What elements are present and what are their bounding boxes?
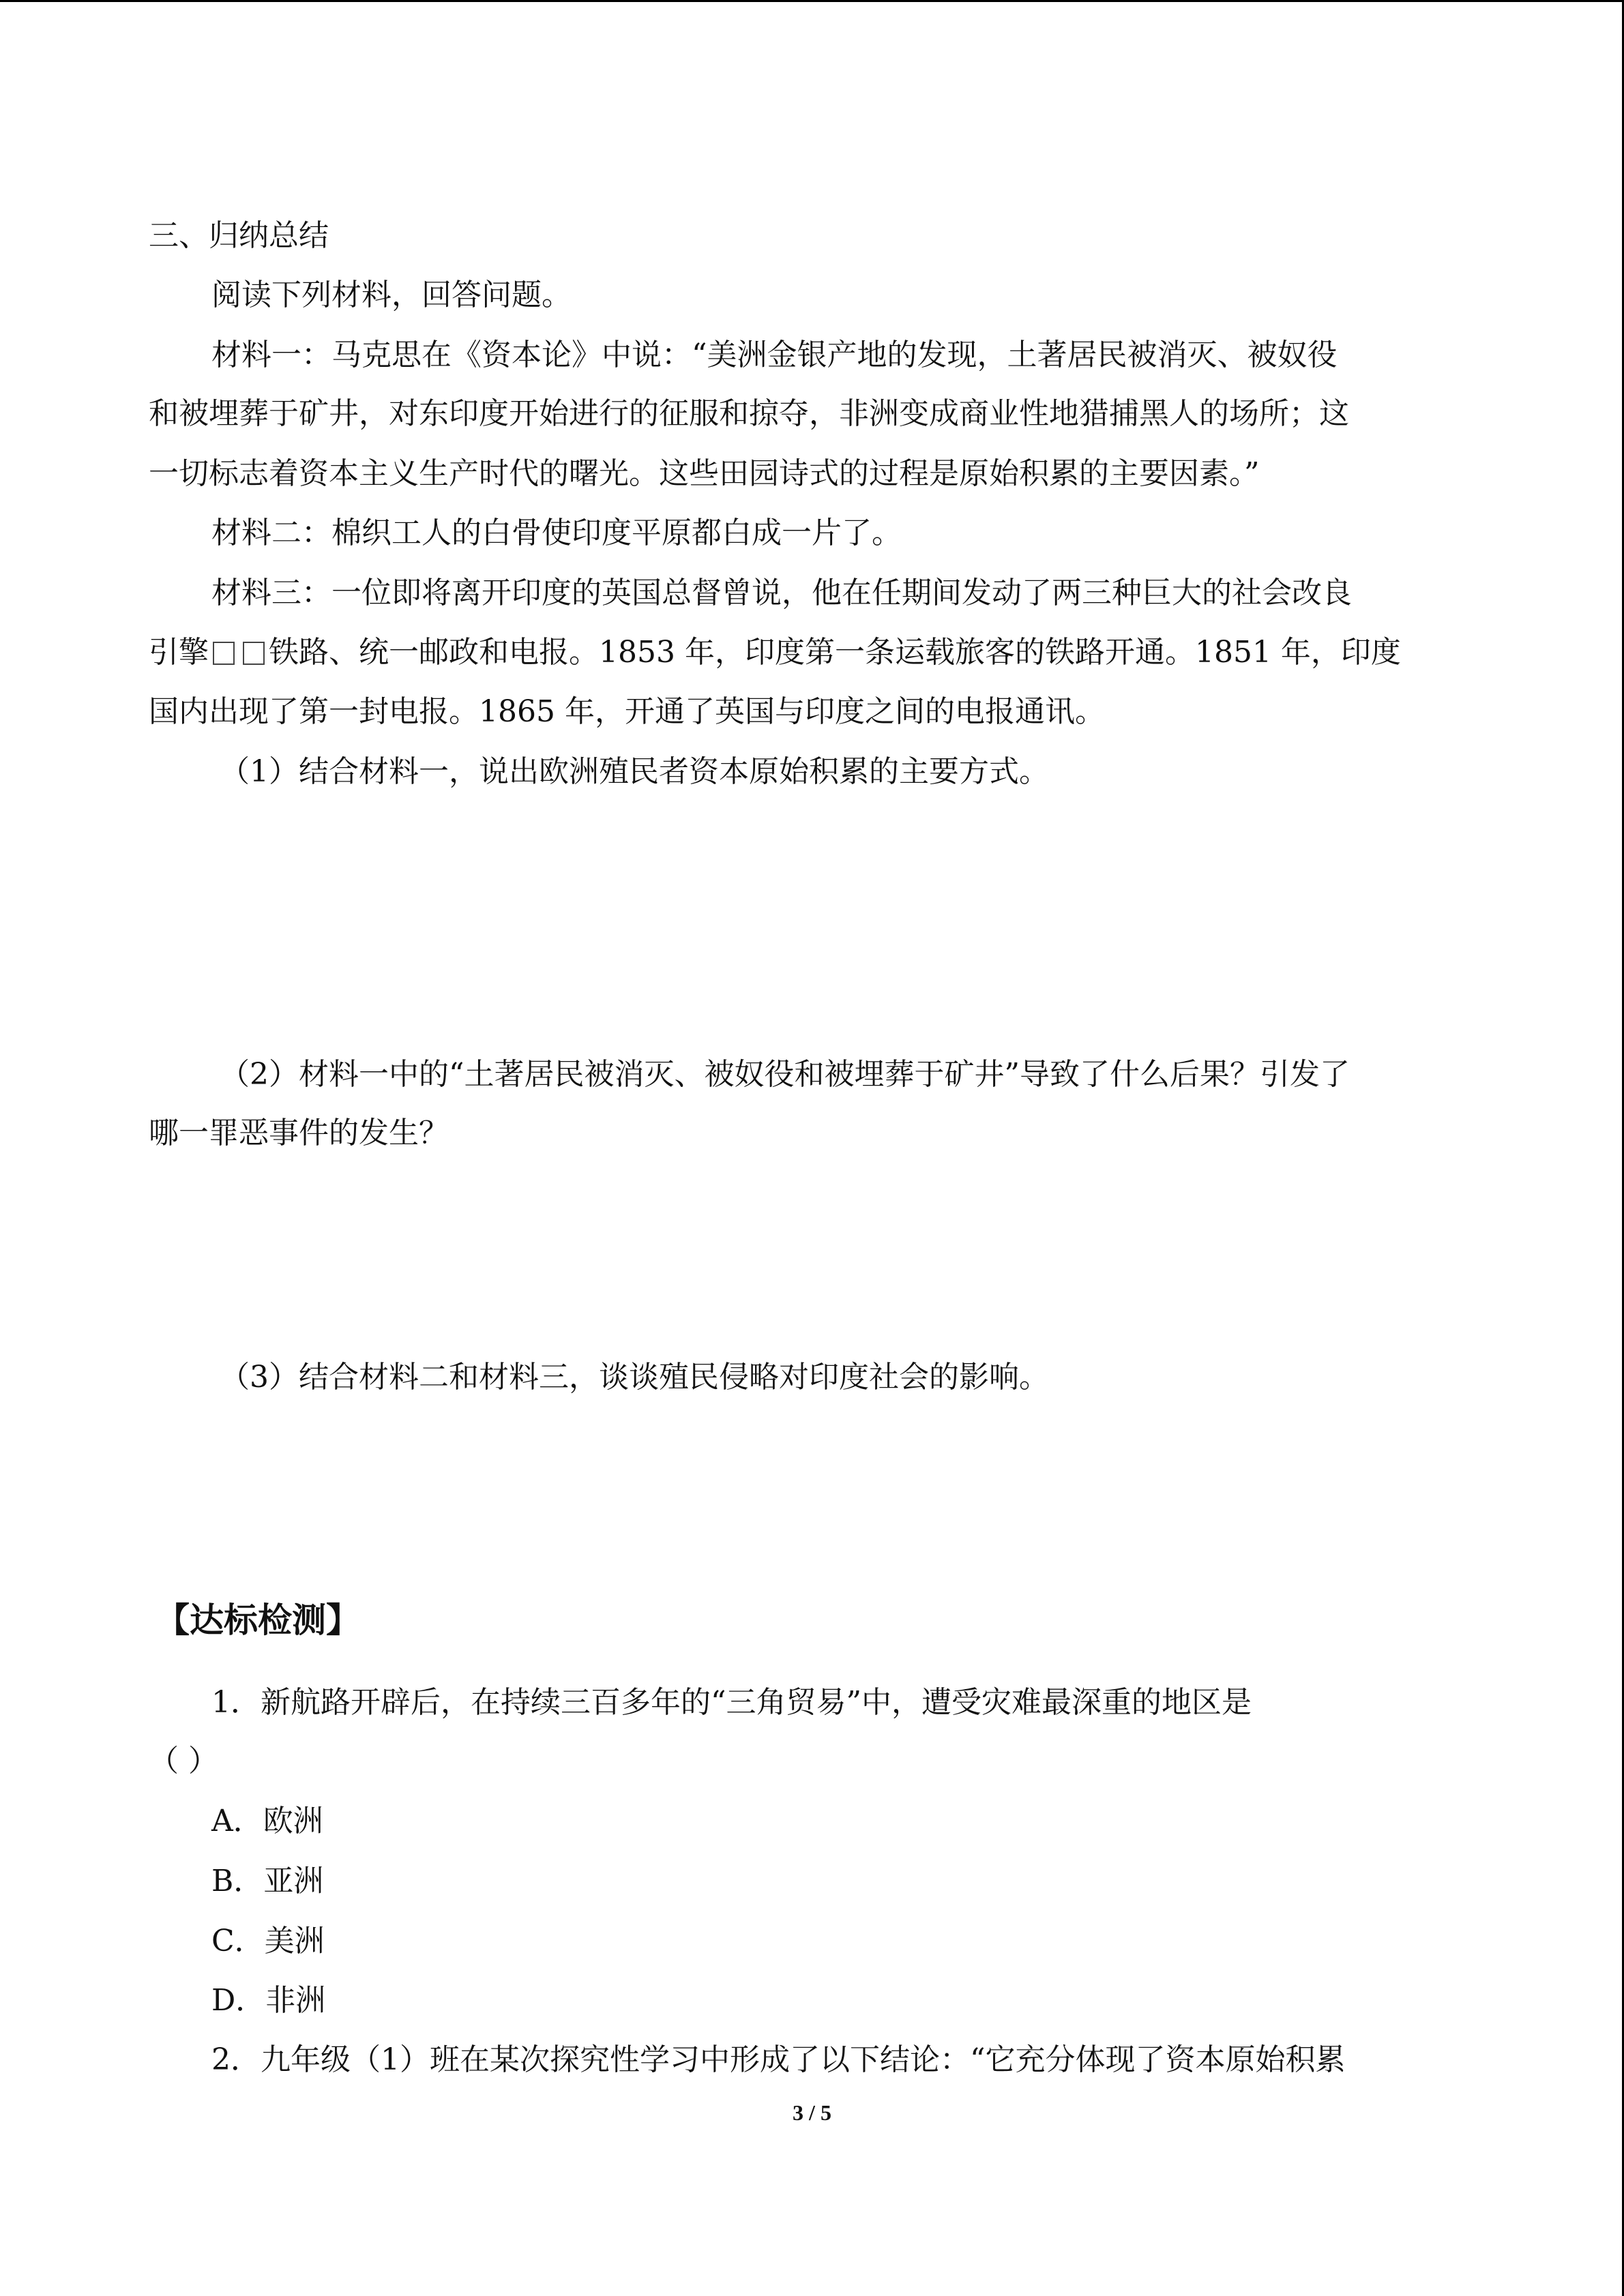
test-item1-option-a: A．欧洲 <box>211 1804 323 1838</box>
material1-line3: 一切标志着资本主义生产时代的曙光。这些田园诗式的过程是原始积累的主要因素。” <box>149 456 1260 491</box>
material1-line2: 和被埋葬于矿井，对东印度开始进行的征服和掠夺，非洲变成商业性地猎捕黑人的场所；这 <box>149 396 1349 431</box>
material3-line2-b: 铁路、统一邮政和电报。1853 年，印度第一条运载旅客的铁路开通。1851 年，印度 <box>269 635 1401 670</box>
placeholder-box <box>243 642 265 665</box>
test-item1-bracket: （ ） <box>149 1744 218 1778</box>
material2: 材料二：棉织工人的白骨使印度平原都白成一片了。 <box>211 516 902 550</box>
material3-line3: 国内出现了第一封电报。1865 年，开通了英国与印度之间的电报通讯。 <box>149 694 1105 729</box>
material3-line1: 材料三：一位即将离开印度的英国总督曾说，他在任期间发动了两三种巨大的社会改良 <box>211 576 1352 610</box>
test-item1-stem: 1．新航路开辟后，在持续三百多年的“三角贸易”中，遭受灾难最深重的地区是 <box>211 1685 1252 1720</box>
material3-line2 <box>149 632 1401 673</box>
page-border-top <box>0 0 1624 2</box>
question-2-line1: （2）材料一中的“土著居民被消灭、被奴役和被埋葬于矿井”导致了什么后果？引发了 <box>220 1057 1350 1092</box>
placeholder-box <box>213 642 235 665</box>
test-item1-option-b: B．亚洲 <box>211 1864 324 1898</box>
section-intro: 阅读下列材料，回答问题。 <box>211 278 572 312</box>
test-item1-option-c: C．美洲 <box>211 1924 325 1958</box>
test-item2-stem: 2．九年级（1）班在某次探究性学习中形成了以下结论：“它充分体现了资本原始积累 <box>211 2042 1346 2077</box>
page-number: 3 / 5 <box>793 2100 831 2125</box>
question-2-line2: 哪一罪恶事件的发生？ <box>149 1116 449 1150</box>
test-heading: 【达标检测】 <box>156 1600 360 1640</box>
test-item1-option-d: D．非洲 <box>211 1983 326 2018</box>
question-3: （3）结合材料二和材料三，谈谈殖民侵略对印度社会的影响。 <box>220 1360 1049 1395</box>
material3-line2-a: 引擎 <box>149 635 209 670</box>
question-1: （1）结合材料一，说出欧洲殖民者资本原始积累的主要方式。 <box>220 754 1049 789</box>
section-title: 三、归纳总结 <box>149 218 329 253</box>
material1-line1: 材料一：马克思在《资本论》中说：“美洲金银产地的发现，土著居民被消灭、被奴役 <box>211 338 1338 372</box>
